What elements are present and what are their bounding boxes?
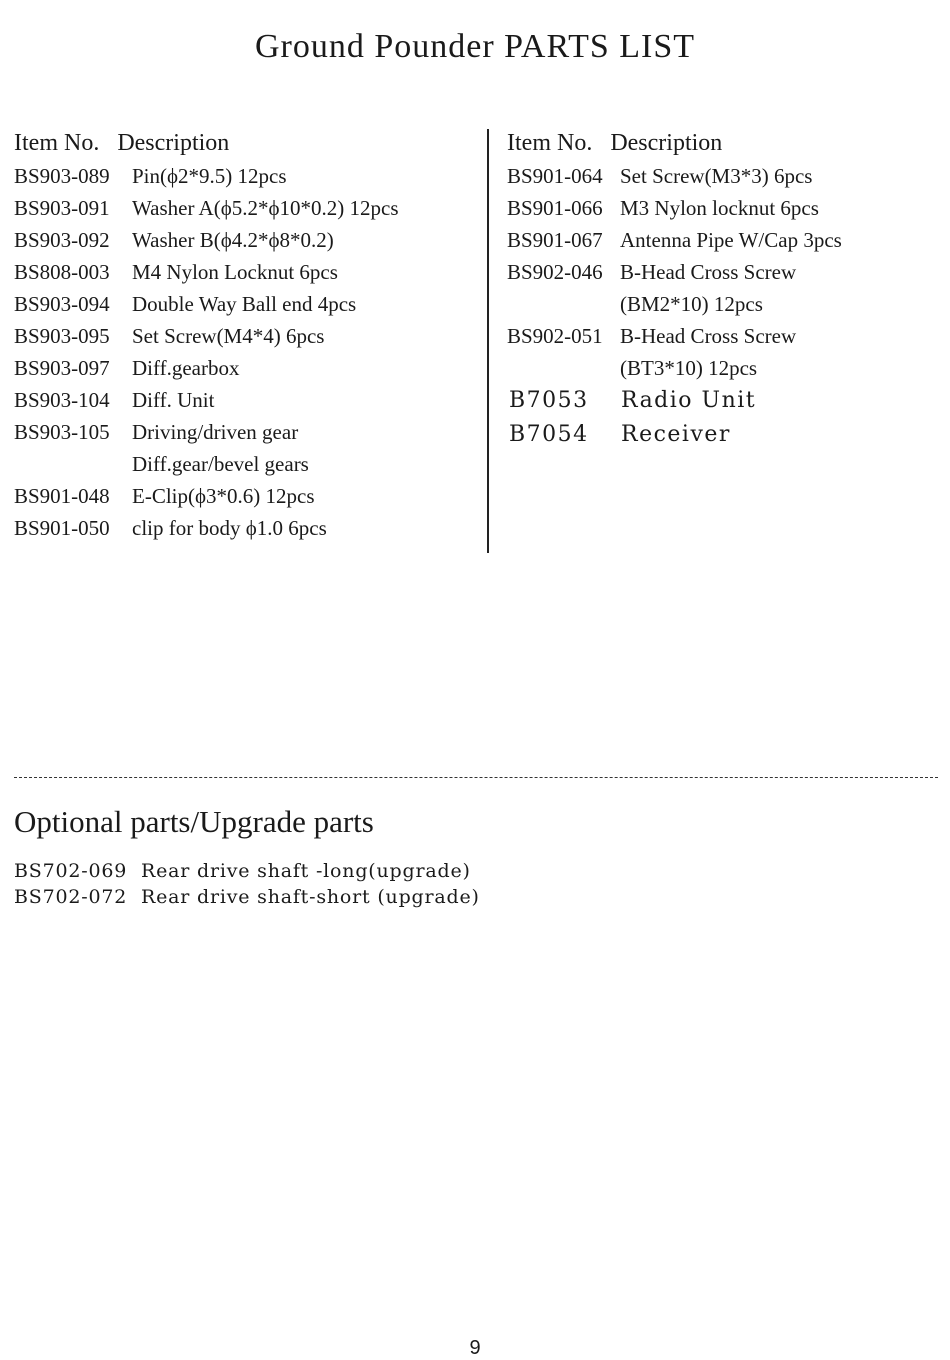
part-code: BS903-094 [14, 292, 110, 316]
part-row [14, 352, 479, 384]
part-row [14, 512, 479, 544]
part-description: Receiver [621, 422, 731, 447]
part-description: B-Head Cross Screw [620, 260, 797, 284]
part-description: Antenna Pipe W/Cap 3pcs [620, 228, 842, 252]
part-code: B7053 [509, 388, 589, 413]
part-row [14, 320, 479, 352]
part-row [14, 384, 479, 416]
part-row [507, 256, 937, 288]
part-description: Set Screw(M3*3) 6pcs [620, 164, 813, 188]
part-row [14, 192, 479, 224]
section-divider [14, 777, 938, 778]
part-code: BS702-069 [14, 860, 128, 882]
part-description: Rear drive shaft -long(upgrade) [141, 860, 471, 882]
parts-list-left [14, 126, 479, 544]
part-description: clip for body ϕ1.0 6pcs [132, 516, 327, 540]
part-code: BS903-095 [14, 324, 110, 348]
page-title: Ground Pounder PARTS LIST [254, 28, 696, 65]
part-code: BS902-046 [507, 260, 603, 284]
column-header: Item No. Description [14, 130, 230, 156]
part-row-continuation [507, 352, 937, 384]
part-description: M3 Nylon locknut 6pcs [620, 196, 819, 220]
part-code: BS901-064 [507, 164, 603, 188]
part-description: Rear drive shaft-short (upgrade) [141, 886, 480, 908]
part-row [507, 160, 937, 192]
part-code: BS808-003 [14, 260, 110, 284]
parts-list-right [507, 126, 937, 452]
part-description: Driving/driven gear [132, 420, 299, 444]
part-row [14, 480, 479, 512]
part-code: BS702-072 [14, 886, 128, 908]
part-description: Radio Unit [621, 388, 757, 413]
part-description: Set Screw(M4*4) 6pcs [132, 324, 325, 348]
part-code: BS901-066 [507, 196, 603, 220]
part-code: BS902-051 [507, 324, 603, 348]
part-description: (BT3*10) 12pcs [620, 356, 758, 380]
part-row [14, 224, 479, 256]
part-code: BS903-105 [14, 420, 110, 444]
part-description: Diff. Unit [132, 388, 215, 412]
part-code: BS903-091 [14, 196, 110, 220]
part-row [14, 160, 479, 192]
optional-part-row [14, 858, 480, 884]
part-description: M4 Nylon Locknut 6pcs [132, 260, 338, 284]
part-description: Pin(ϕ2*9.5) 12pcs [132, 164, 287, 188]
column-header: Item No. Description [507, 130, 723, 156]
part-code: BS901-067 [507, 228, 603, 252]
optional-parts-title: Optional parts/Upgrade parts [14, 804, 374, 839]
part-code: B7054 [509, 422, 589, 447]
part-description: E-Clip(ϕ3*0.6) 12pcs [132, 484, 315, 508]
part-code: BS903-089 [14, 164, 110, 188]
part-row [14, 416, 479, 448]
part-description: Washer B(ϕ4.2*ϕ8*0.2) [132, 228, 334, 252]
part-description: (BM2*10) 12pcs [620, 292, 763, 316]
part-row [14, 256, 479, 288]
part-row [507, 384, 937, 418]
part-code: BS901-048 [14, 484, 110, 508]
part-row [507, 418, 937, 452]
column-divider [487, 129, 489, 553]
part-row [507, 224, 937, 256]
part-code: BS903-092 [14, 228, 110, 252]
part-code: BS903-097 [14, 356, 110, 380]
part-row-continuation [507, 288, 937, 320]
optional-part-row [14, 884, 480, 910]
part-description: Diff.gearbox [132, 356, 240, 380]
part-description: Double Way Ball end 4pcs [132, 292, 357, 316]
part-description: Diff.gear/bevel gears [132, 452, 309, 476]
optional-parts-list [14, 858, 480, 910]
part-code: BS901-050 [14, 516, 110, 540]
part-code: BS903-104 [14, 388, 110, 412]
page-number: 9 [469, 1337, 481, 1359]
part-row-continuation [14, 448, 479, 480]
part-row [507, 320, 937, 352]
part-description: B-Head Cross Screw [620, 324, 797, 348]
part-row [507, 192, 937, 224]
part-description: Washer A(ϕ5.2*ϕ10*0.2) 12pcs [132, 196, 399, 220]
part-row [14, 288, 479, 320]
